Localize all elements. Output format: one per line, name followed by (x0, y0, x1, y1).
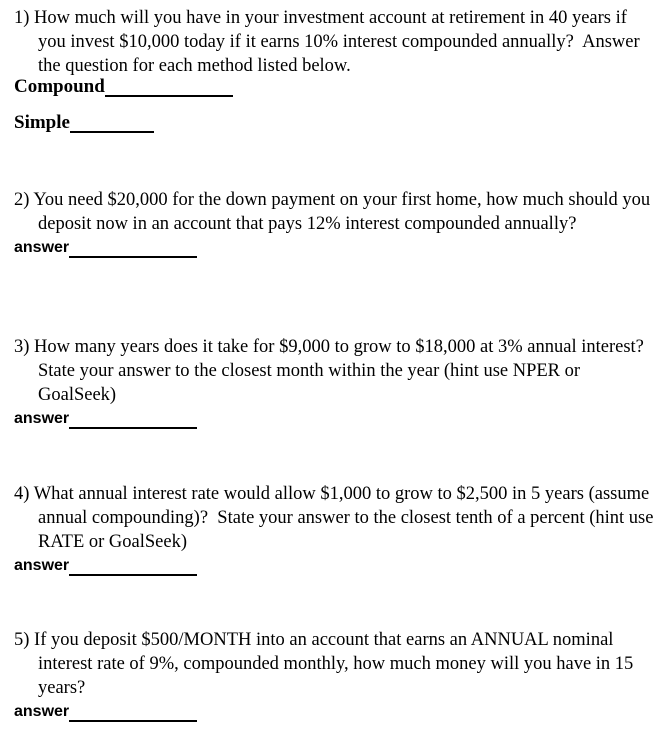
answer-line-3[interactable] (14, 409, 659, 429)
question-2-text: 2) You need $20,000 for the down payment on your first home, how much should you deposit now in an account that pays 12% interest compounded annually? (14, 190, 655, 234)
simple-blank[interactable] (70, 116, 154, 133)
question-1 (14, 6, 659, 133)
answer-line-5[interactable] (14, 702, 659, 722)
answer-label-5: answer (14, 703, 70, 720)
simple-label: Simple (14, 112, 70, 133)
answer-line-2[interactable] (14, 238, 659, 258)
question-3 (14, 335, 659, 429)
question-4 (14, 482, 659, 576)
question-4-text: 4) What annual interest rate would allow $1,000 to grow to $2,500 in 5 years (assume annual compounding)? State your answer to the closest tenth of a percent (hint use RATE or GoalSeek) (14, 484, 659, 552)
answer-label-3: answer (14, 410, 70, 427)
answer-label-2: answer (14, 239, 70, 256)
answer-blank-3[interactable] (69, 412, 197, 429)
simple-answer-line[interactable] (14, 113, 659, 133)
compound-answer-line[interactable] (14, 77, 659, 97)
answer-label-4: answer (14, 557, 70, 574)
answer-blank-5[interactable] (69, 705, 197, 722)
compound-blank[interactable] (105, 80, 233, 97)
question-3-text: 3) How many years does it take for $9,000 to grow to $18,000 at 3% annual interest? State your answer to the closest month within the year (hint use NPER or GoalSeek) (14, 337, 654, 405)
answer-blank-4[interactable] (69, 559, 197, 576)
compound-label: Compound (14, 76, 105, 97)
question-2 (14, 188, 659, 258)
question-1-text: 1) How much will you have in your investment account at retirement in 40 years if you invest $10,000 today if it earns 10% interest compounded annually? Answer the question for each method listed below. (14, 8, 645, 76)
question-5 (14, 628, 659, 722)
question-5-text: 5) If you deposit $500/MONTH into an account that earns an ANNUAL nominal interest rate of 9%, compounded monthly, how much money will you have in 15 years? (14, 630, 638, 698)
answer-line-4[interactable] (14, 556, 659, 576)
answer-blank-2[interactable] (69, 241, 197, 258)
